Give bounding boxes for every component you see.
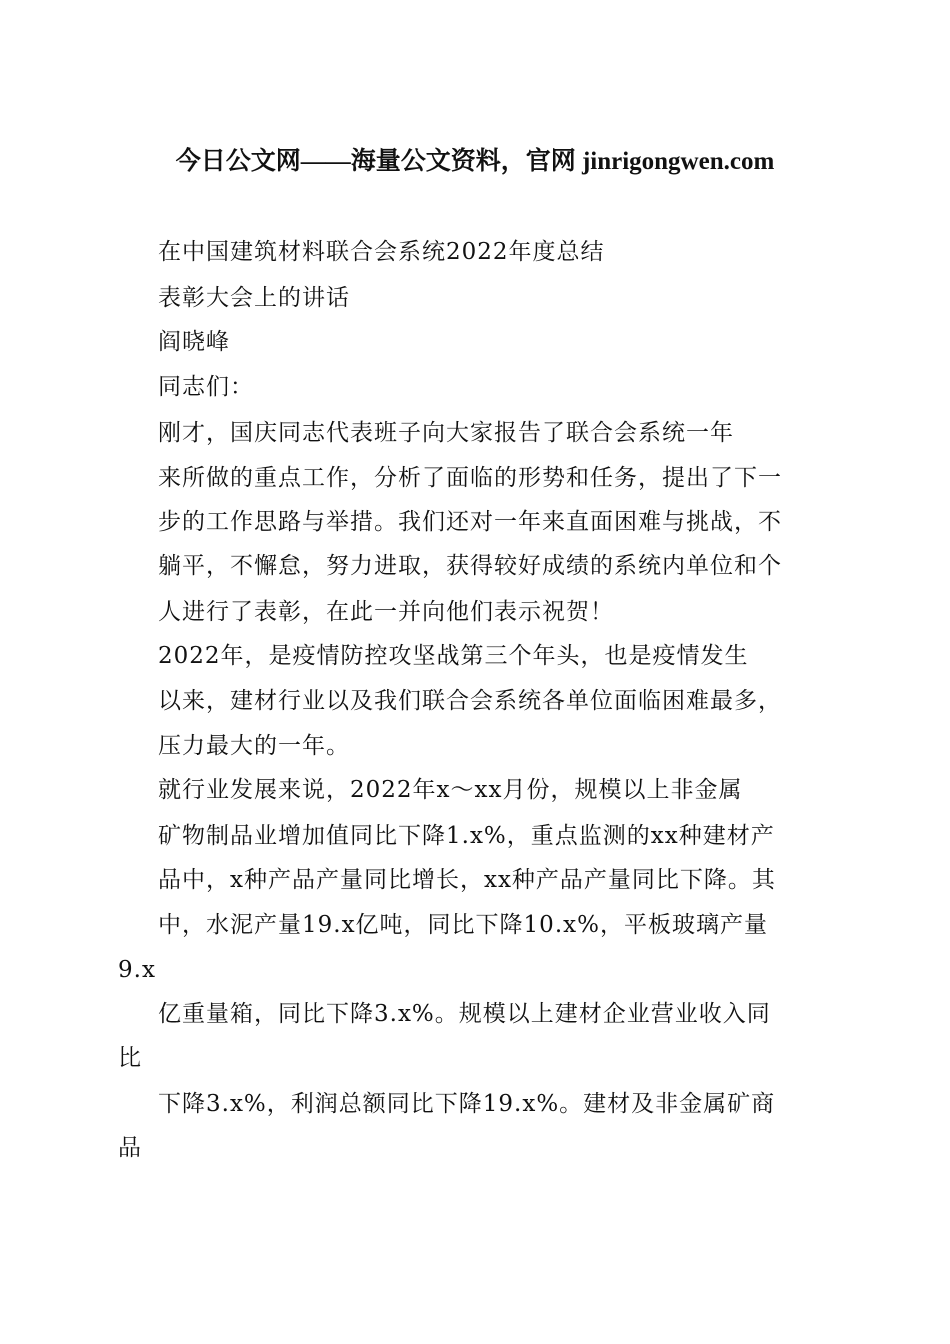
paragraph-line: 矿物制品业增加值同比下降1.x%，重点监测的xx种建材产 [158, 823, 775, 849]
paragraph-line: 就行业发展来说，2022年x～xx月份，规模以上非金属 [158, 777, 743, 803]
paragraph-line: 2022年，是疫情防控攻坚战第三个年头，也是疫情发生 [158, 643, 749, 669]
paragraph-line: 来所做的重点工作，分析了面临的形势和任务，提出了下一 [158, 465, 782, 491]
paragraph-line: 人进行了表彰，在此一并向他们表示祝贺！ [158, 599, 614, 625]
site-banner: 今日公文网——海量公文资料，官网 jinrigongwen.com [175, 148, 775, 175]
speech-title-line-1: 在中国建筑材料联合会系统2022年度总结 [158, 239, 605, 265]
speech-title-line-2: 表彰大会上的讲话 [158, 285, 350, 311]
paragraph-line: 下降3.x%，利润总额同比下降19.x%。建材及非金属矿商 [158, 1091, 776, 1117]
paragraph-line: 9.x [118, 957, 156, 983]
paragraph-line: 品中，x种产品产量同比增长，xx种产品产量同比下降。其 [158, 867, 776, 893]
paragraph-line: 以来，建材行业以及我们联合会系统各单位面临困难最多， [158, 688, 782, 714]
paragraph-line: 中，水泥产量19.x亿吨，同比下降10.x%，平板玻璃产量 [158, 912, 768, 938]
paragraph-line: 品 [118, 1135, 142, 1161]
salutation: 同志们： [158, 374, 254, 400]
paragraph-line: 亿重量箱，同比下降3.x%。规模以上建材企业营业收入同 [158, 1001, 771, 1027]
speaker-name: 阎晓峰 [158, 329, 230, 355]
paragraph-line: 步的工作思路与举措。我们还对一年来直面困难与挑战，不 [158, 509, 782, 535]
paragraph-line: 比 [118, 1045, 142, 1071]
paragraph-line: 压力最大的一年。 [158, 733, 350, 759]
paragraph-line: 刚才，国庆同志代表班子向大家报告了联合会系统一年 [158, 420, 734, 446]
paragraph-line: 躺平，不懈怠，努力进取，获得较好成绩的系统内单位和个 [158, 553, 782, 579]
